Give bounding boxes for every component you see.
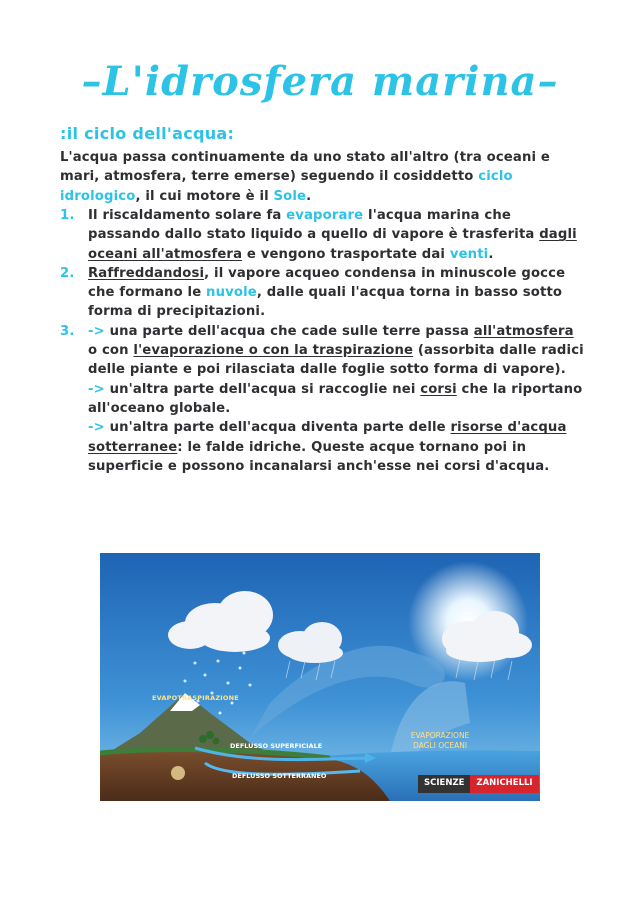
intro-paragraph — [60, 148, 585, 206]
step-text: un'altra parte dell'acqua diventa parte delle — [104, 420, 451, 436]
intro-text-1: L'acqua passa continuamente da uno stato all'altro (tra oceani e mari, atmosfera, terre emerse) seguendo il cosiddetto — [60, 150, 550, 185]
brand-scienze: SCIENZE — [418, 775, 470, 793]
label-evapotraspirazione: EVAPOTRASPIRAZIONE — [152, 694, 239, 702]
step-text: che la riportano all'oceano globale. — [88, 381, 583, 416]
highlight-evaporare: evaporare — [286, 208, 364, 223]
intro-text-2: , il cui motore è il — [135, 188, 274, 204]
arrow-marker: -> — [88, 420, 105, 436]
page-title: –L'idrosfera marina– — [81, 58, 559, 105]
step-text: , dalle quali l'acqua torna in basso sotto forma di precipitazioni. — [88, 285, 563, 320]
water-cycle-illustration — [100, 553, 540, 801]
brand-badge — [418, 775, 539, 793]
label-evaporazione-line1: EVAPORAZIONE — [410, 731, 470, 740]
step-text: e vengono trasportate dai — [242, 246, 450, 262]
underlined-text: Raffreddandosi — [88, 265, 205, 281]
steps-list — [60, 206, 585, 476]
step-text: o con — [88, 343, 134, 359]
section-subtitle: :il ciclo dell'acqua: — [60, 124, 235, 143]
step-text: l'acqua marina che passando dallo stato liquido a quello di vapore è trasferita — [88, 208, 540, 243]
intro-text-3: . — [306, 188, 312, 204]
intro-highlight-sole: Sole — [273, 188, 307, 204]
underlined-text: corsi — [420, 381, 457, 397]
step-text: un'altra parte dell'acqua si raccoglie nei — [104, 381, 421, 397]
underlined-text: all'atmosfera — [473, 323, 574, 339]
underlined-text: l'evaporazione o con la traspirazione — [133, 343, 414, 359]
step-text: Il riscaldamento solare fa — [88, 208, 287, 223]
underlined-text: dagli oceani all'atmosfera — [88, 227, 577, 262]
step-text: : le falde idriche. Queste acque tornano poi in superficie e possono incanalarsi anch'esse nei corsi d'acqua. — [88, 439, 550, 474]
list-number: 1. — [60, 208, 75, 223]
arrow-marker: -> — [88, 381, 105, 397]
water-cycle-image — [100, 553, 540, 801]
highlight-nuvole: nuvole — [206, 285, 257, 301]
list-item — [60, 264, 585, 322]
light-flare-icon — [171, 766, 185, 780]
intro-highlight-ciclo: ciclo idrologico — [60, 169, 513, 204]
list-item — [60, 322, 585, 476]
underlined-text: risorse d'acqua sotterranee — [88, 420, 567, 455]
step-text: . — [488, 246, 494, 262]
list-item — [60, 206, 585, 264]
label-deflusso-superficiale: DEFLUSSO SUPERFICIALE — [230, 742, 323, 750]
highlight-venti: venti — [449, 246, 489, 262]
arrow-marker: -> — [88, 323, 105, 339]
step-text: (assorbita dalle radici delle piante e poi rilasciata dalle foglie sotto forma di vapore). — [88, 343, 584, 378]
label-deflusso-sotterraneo: DEFLUSSO SOTTERRANEO — [232, 772, 327, 780]
step-text: , il vapore acqueo condensa in minuscole gocce che formano le — [88, 265, 566, 301]
list-number: 3. — [60, 323, 75, 339]
label-evaporazione-line2: DAGLI OCEANI — [412, 741, 468, 750]
step-text: una parte dell'acqua che cade sulle terre passa — [104, 323, 474, 339]
list-number: 2. — [60, 265, 75, 281]
label-evaporazione-oceani — [400, 731, 480, 751]
brand-zanichelli: ZANICHELLI — [470, 775, 538, 793]
